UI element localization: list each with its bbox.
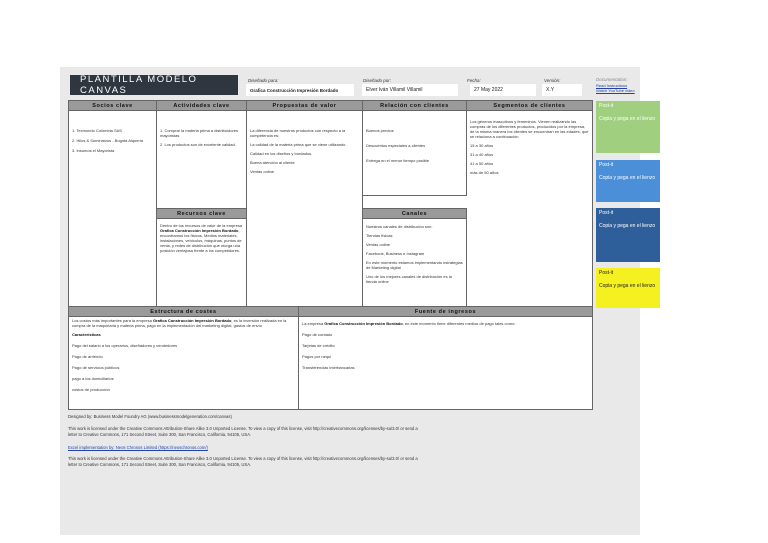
revenue-intro-part: , en este momento tiene diferentes medios de pago tales como:: [402, 321, 516, 326]
customer-segments-list: [467, 111, 592, 175]
postit-body: Copia y pega en el lienzo: [599, 116, 656, 122]
relationship-item: Entrega en el menor tiempo posible: [366, 158, 430, 163]
channel-item: Ventas online: [366, 242, 391, 247]
documentation-label: Documentation:: [596, 77, 628, 82]
customer-relationships-list: [363, 111, 466, 163]
relationship-item: Buenos precios: [366, 128, 394, 133]
value-item: Buena atención al cliente: [250, 160, 295, 165]
license-text: This work is licensed under the Creative Commons Attribution-Share Alike 3.0 Unported License. To view a copy of this license, visit http://creativecommons.org/licenses/by-sa/3.0/ or send a letter to Creative Commons, 171 Second Street, Suite 300, San Francisco, California, 94105, USA.: [68, 426, 418, 437]
key-activities-header: Actividades clave: [157, 101, 246, 111]
postit-title: Post-it: [599, 270, 614, 276]
customer-segments-header: Segmentos de clientes: [467, 101, 592, 111]
costs-subtitle: Características: [72, 332, 101, 337]
block-key-activities[interactable]: [157, 101, 247, 209]
block-channels[interactable]: [363, 208, 467, 306]
cost-item: Pago de servicios públicos: [72, 365, 120, 370]
excel-implementation-link[interactable]: Excel implementation by: Neos Chronos Limited (https://neoschronos.com/): [68, 445, 208, 450]
segment-item: 31 a 40 años: [470, 152, 494, 157]
channel-item: En este momento estamos implementando estrategias de Marketing digital: [366, 260, 463, 270]
block-cost-structure[interactable]: [69, 306, 299, 409]
canvas-title: PLANTILLA MODELO CANVAS: [70, 75, 238, 95]
resources-text-part: , encontramos los físicos. Medios materiales, instalaciones, vehículos, máquinas, puntos de venta, y redes de distribución que otorga una posición ventajosa frente a los competidores.: [160, 228, 242, 253]
key-partners-header: Socios clave: [69, 101, 156, 111]
key-partners-list: [69, 111, 156, 153]
value-item: La diferencia de nuestros productos con respecto a la competencia es:: [250, 128, 346, 138]
block-customer-segments[interactable]: [467, 101, 592, 306]
designed-for-value[interactable]: Grafica Construcción Impresión Bordado: [246, 84, 354, 96]
value-propositions-header: Propuestas de valor: [247, 101, 362, 111]
date-label: Fecha:: [467, 78, 481, 83]
block-revenue-streams[interactable]: [299, 306, 592, 410]
channel-item: Tiendas físicas: [366, 233, 393, 238]
postit-blue[interactable]: [596, 160, 660, 202]
company-name: Grafica Construcción Impresión Bordado: [152, 318, 232, 323]
revenue-item: Transferencias interbancarias: [302, 365, 355, 370]
postit-body: Copia y pega en el lienzo: [599, 223, 656, 229]
postit-body: Copia y pega en el lienzo: [599, 283, 656, 289]
segment-item: Los géneros masculinos y femeninos. Vienen realizando las compras de los diferentes productos, producidos por la empresa, de la misma manera los clientes se encuentran en las edades, que se relaciona a continuación: [470, 119, 589, 139]
company-name: Grafica Construcción Impresión Bordado: [324, 321, 403, 326]
value-propositions-list: [247, 111, 362, 174]
segment-item: más de 50 años: [470, 170, 499, 175]
postit-body: Copia y pega en el lienzo: [599, 175, 656, 181]
key-resources-text: [157, 219, 246, 253]
cost-structure-header: Estructura de costes: [69, 307, 298, 317]
postit-yellow[interactable]: [596, 268, 660, 308]
value-item: Calidad en los diseños y bordados.: [250, 151, 313, 156]
company-name: Grafica Construcción Impresión Bordado: [160, 228, 239, 233]
date-value[interactable]: 27 May 2022: [470, 84, 536, 96]
partner-item: 1. Texmundo Colombia SAS: [72, 128, 122, 133]
license-text-2: This work is licensed under the Creative Commons Attribution-Share Alike 3.0 Unported License. To view a copy of this license, visit http://creativecommons.org/licenses/by-sa/3.0/ or send a letter to Creative Commons, 171 Second Street, Suite 300, San Francisco, California, 94105, USA.: [68, 456, 418, 467]
revenue-intro-part: La empresa: [302, 321, 325, 326]
block-key-resources[interactable]: [157, 209, 247, 306]
revenue-item: Tarjetas de crédito: [302, 343, 335, 348]
designed-for-label: Diseñado para:: [248, 78, 279, 83]
postit-title: Post-it: [599, 210, 614, 216]
block-value-propositions[interactable]: [247, 101, 363, 306]
business-model-canvas: [68, 100, 593, 410]
costs-intro-part: , es la inversión realizada en la compra de la maquinaria y materia prima, pago en la implementación del marketing digital, gastos de envío: [72, 318, 287, 328]
relationship-item: Descuentos especiales a clientes: [366, 143, 426, 148]
activity-item: 2. Los productos son de excelente calidad.: [160, 142, 236, 147]
revenue-item: Pago de contado: [302, 332, 333, 337]
revenue-streams-text: [299, 317, 592, 370]
watch-video-link[interactable]: Watch YouTube video: [596, 88, 635, 93]
costs-intro-part: Los costos más importantes para la empresa: [72, 318, 153, 323]
partner-item: 2. Hilos & Suministros - Bogotá Alquería: [72, 138, 144, 143]
channels-header: Canales: [363, 209, 466, 219]
segment-item: 15 a 30 años: [470, 143, 494, 148]
activity-item: 1. Comprar la materia prima a distribuidores mayoristas: [160, 128, 239, 138]
partner-item: 3. Insumos el Mayorista: [72, 148, 115, 153]
value-item: La calidad de la materia prima que se viene utilizando: [250, 142, 346, 147]
designed-by-value[interactable]: Elver Iván Villamil Villamil: [362, 84, 458, 96]
channels-list: [363, 219, 466, 284]
postit-dark-blue[interactable]: [596, 208, 660, 262]
channel-item: Facebook, Business e Instagram: [366, 251, 425, 256]
resources-text-part: Dentro de los recursos de valor de la empresa: [160, 223, 243, 228]
designed-by-credit: Designed by: Business Model Foundry AG (www.businessmodelgeneration.com/canvas): [68, 414, 232, 419]
cost-structure-text: [69, 317, 298, 392]
channel-item: Uno de los mejores canales de distribución es la tienda online: [366, 274, 452, 284]
customer-relationships-header: Relación con clientes: [363, 101, 466, 111]
key-activities-list: [157, 111, 246, 147]
revenue-item: Pagos por nequi: [302, 354, 332, 359]
cost-item: costos de producción: [72, 387, 110, 392]
block-customer-relationships[interactable]: [363, 101, 467, 196]
block-key-partners[interactable]: [69, 101, 157, 306]
channel-item: Nuestros canales de distribución son:: [366, 224, 433, 229]
cost-item: pago a los domiciliarios: [72, 376, 114, 381]
key-resources-header: Recursos clave: [157, 209, 246, 219]
designed-by-label: Diseñado por:: [363, 78, 392, 83]
version-label: Versión:: [544, 78, 561, 83]
segment-item: 41 a 50 años: [470, 161, 494, 166]
version-value[interactable]: X.Y: [542, 84, 582, 96]
revenue-streams-header: Fuente de ingresos: [299, 307, 592, 317]
value-item: Ventas online: [250, 169, 275, 174]
read-instructions-link[interactable]: Read Instructions: [596, 83, 628, 88]
cost-item: Pago de arriendo: [72, 354, 103, 359]
postit-title: Post-it: [599, 103, 614, 109]
cost-item: Pago del salario a los operarios, diseñadores y vendedores: [72, 343, 178, 348]
postit-title: Post-it: [599, 162, 614, 168]
postit-green[interactable]: [596, 101, 660, 153]
